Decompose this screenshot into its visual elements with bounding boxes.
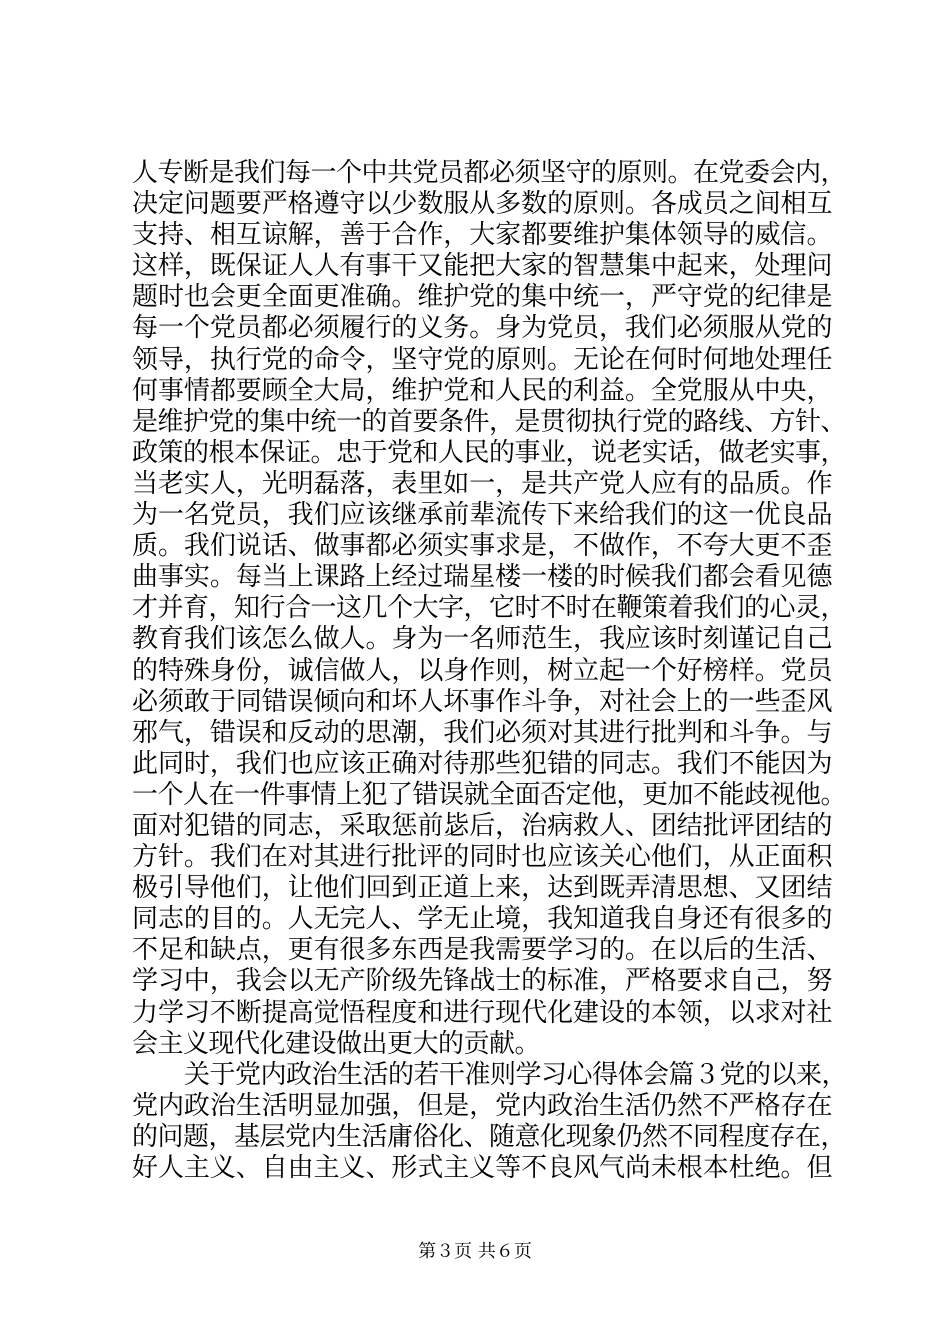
page-number-footer: 第３页 共６页	[418, 1241, 532, 1262]
text-line: 关于党内政治生活的若干准则学习心得体会篇３党的以来，	[184, 1059, 848, 1090]
text-line: 邪气，错误和反动的思潮，我们必须对其进行批判和斗争。与	[132, 717, 832, 748]
text-line: 的问题，基层党内生活庸俗化、随意化现象仍然不同程度存在，	[132, 1121, 847, 1152]
text-line: 教育我们该怎么做人。身为一名师范生，我应该时刻谨记自己	[132, 624, 832, 655]
text-line: 面对犯错的同志，采取惩前毖后，治病救人、团结批评团结的	[132, 810, 832, 841]
text-line: 好人主义、自由主义、形式主义等不良风气尚未根本杜绝。但	[132, 1153, 832, 1183]
text-line: 极引导他们，让他们回到正道上来，达到既弄清思想、又团结	[132, 873, 832, 904]
text-line: 决定问题要严格遵守以少数服从多数的原则。各成员之间相互	[132, 189, 832, 220]
text-line: 何事情都要顾全大局，维护党和人民的利益。全党服从中央，	[132, 375, 832, 406]
paragraph-1	[132, 158, 847, 1060]
text-line: 会主义现代化建设做出更大的贡献。	[132, 1028, 541, 1059]
paragraph-2	[132, 1059, 848, 1184]
text-line: 学习中，我会以无产阶级先锋战士的标准，严格要求自己，努	[132, 966, 832, 997]
text-line: 是维护党的集中统一的首要条件，是贯彻执行党的路线、方针、	[132, 406, 847, 437]
text-line: 的特殊身份，诚信做人，以身作则，树立起一个好榜样。党员	[132, 655, 832, 686]
text-line: 领导，执行党的命令，坚守党的原则。无论在何时何地处理任	[132, 344, 832, 375]
text-line: 人专断是我们每一个中共党员都必须坚守的原则。在党委会内，	[132, 158, 847, 188]
text-line: 当老实人，光明磊落，表里如一，是共产党人应有的品质。作	[132, 468, 832, 499]
text-line: 每一个党员都必须履行的义务。身为党员，我们必须服从党的	[132, 313, 832, 344]
text-line: 此同时，我们也应该正确对待那些犯错的同志。我们不能因为	[132, 748, 832, 779]
text-line: 方针。我们在对其进行批评的同时也应该关心他们，从正面积	[132, 842, 832, 873]
text-line: 党内政治生活明显加强，但是，党内政治生活仍然不严格存在	[132, 1090, 832, 1121]
body-text	[132, 158, 848, 1184]
text-line: 不足和缺点，更有很多东西是我需要学习的。在以后的生活、	[132, 935, 832, 966]
text-line: 质。我们说话、做事都必须实事求是，不做作，不夸大更不歪	[132, 531, 832, 562]
text-line: 政策的根本保证。忠于党和人民的事业，说老实话，做老实事，	[132, 437, 847, 468]
text-line: 一个人在一件事情上犯了错误就全面否定他，更加不能歧视他。	[132, 779, 847, 810]
text-line: 曲事实。每当上课路上经过瑞星楼一楼的时候我们都会看见德	[132, 562, 832, 593]
text-line: 同志的目的。人无完人、学无止境，我知道我自身还有很多的	[132, 904, 832, 935]
text-line: 必须敢于同错误倾向和坏人坏事作斗争，对社会上的一些歪风	[132, 686, 832, 717]
text-line: 力学习不断提高觉悟程度和进行现代化建设的本领，以求对社	[132, 997, 832, 1028]
text-line: 这样，既保证人人有事干又能把大家的智慧集中起来，处理问	[132, 251, 832, 282]
text-line: 才并育，知行合一这几个大字，它时不时在鞭策着我们的心灵，	[132, 593, 847, 624]
text-line: 题时也会更全面更准确。维护党的集中统一，严守党的纪律是	[132, 282, 832, 313]
text-line: 支持、相互谅解，善于合作，大家都要维护集体领导的威信。	[132, 220, 832, 251]
text-line: 为一名党员，我们应该继承前辈流传下来给我们的这一优良品	[132, 500, 832, 531]
